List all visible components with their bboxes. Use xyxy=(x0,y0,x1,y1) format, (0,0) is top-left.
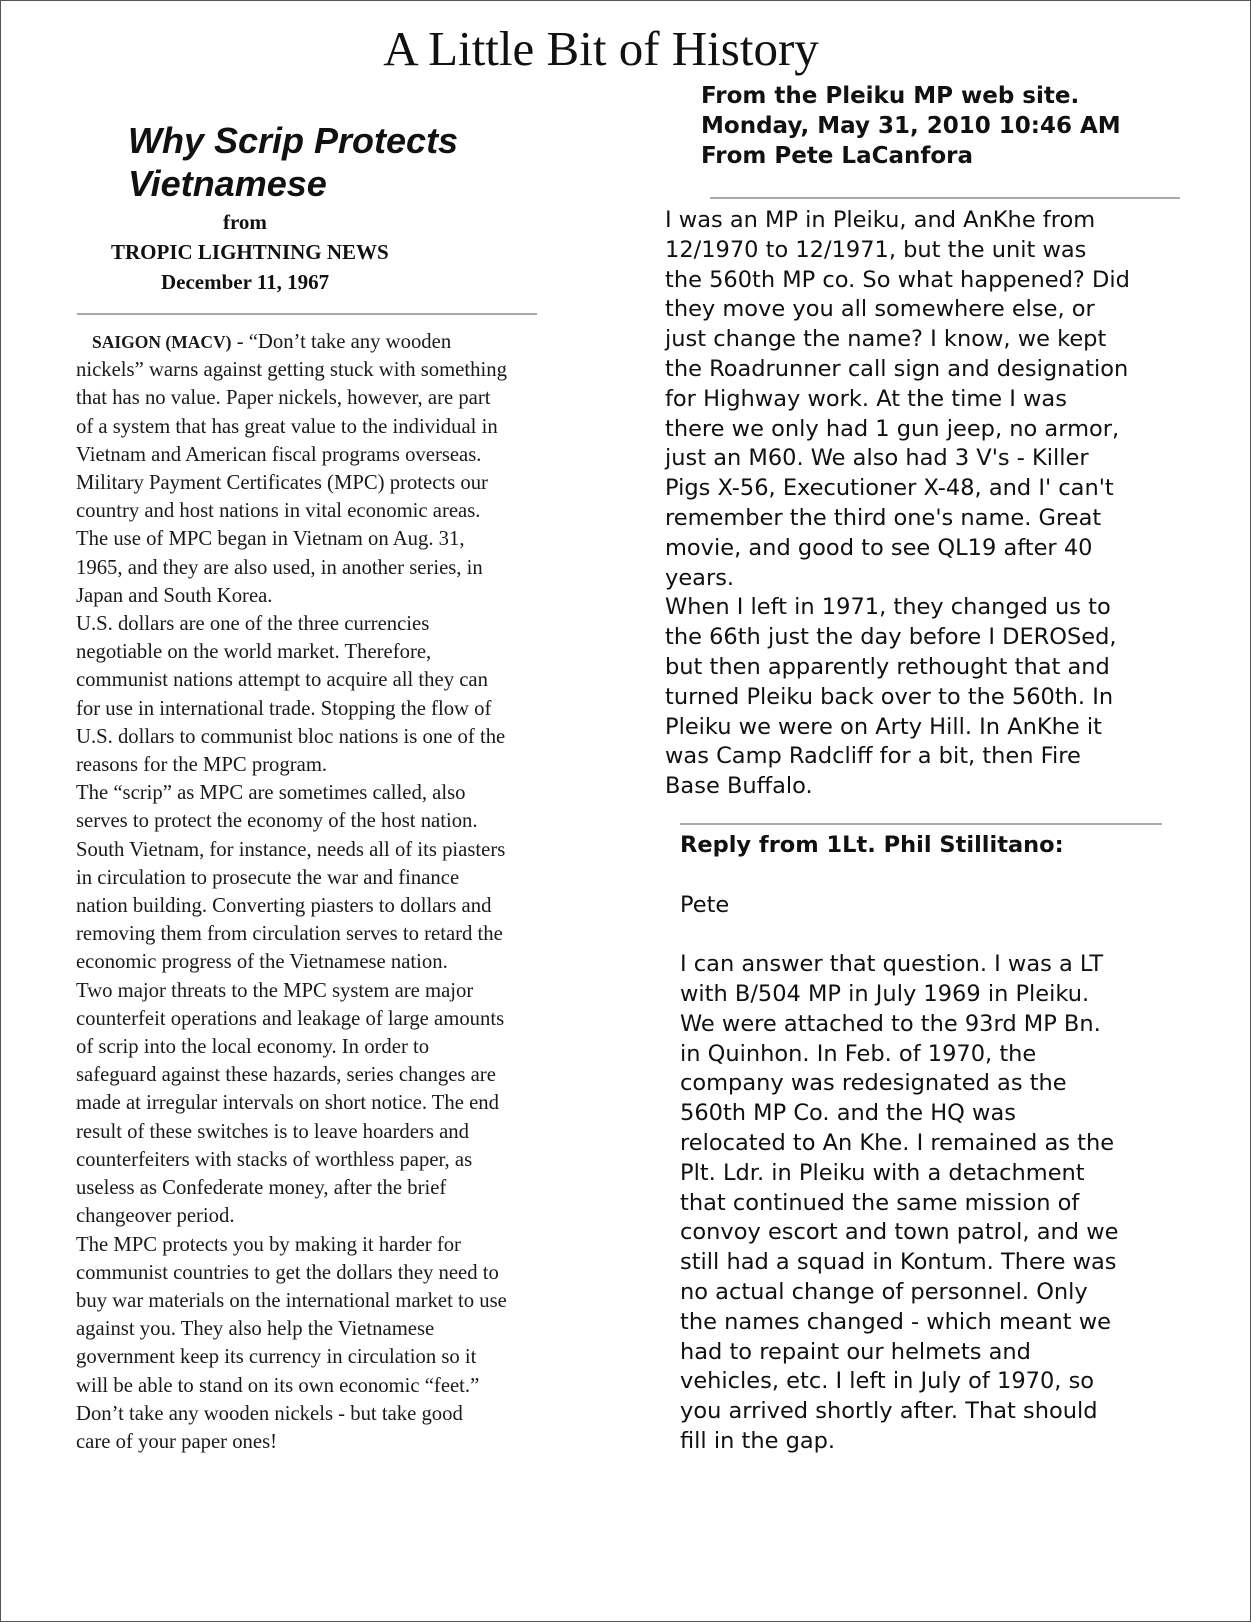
article-line: Military Payment Certificates (MPC) protects our xyxy=(76,472,488,495)
letter-line: Pigs X-56, Executioner X-48, and I' can't xyxy=(665,475,1114,502)
article-line: nickels” warns against getting stuck with something xyxy=(76,359,507,382)
article-line: buy war materials on the international market to use xyxy=(76,1289,507,1312)
article-line: nation building. Converting piasters to dollars and xyxy=(76,895,492,918)
article-line: negotiable on the world market. Therefore, xyxy=(76,641,432,664)
letter-line: just an M60. We also had 3 V's - Killer xyxy=(665,445,1089,472)
article-line: communist countries to get the dollars they need to xyxy=(76,1261,499,1284)
reply-line: with B/504 MP in July 1969 in Pleiku. xyxy=(680,980,1090,1007)
article-line: Japan and South Korea. xyxy=(76,584,273,607)
letter-line: remember the third one's name. Great xyxy=(665,504,1102,531)
spacer xyxy=(680,920,1118,950)
letter-line: the 66th just the day before I DEROSed, xyxy=(665,624,1117,651)
article-line: against you. They also help the Vietnamese xyxy=(76,1318,435,1341)
reply-line: 560th MP Co. and the HQ was xyxy=(680,1100,1016,1127)
source-info xyxy=(701,81,1121,171)
reply-line: fill in the gap. xyxy=(680,1427,836,1454)
article-line xyxy=(76,328,507,356)
article-line: of scrip into the local economy. In order to xyxy=(76,1036,430,1059)
reply-line: vehicles, etc. I left in July of 1970, so xyxy=(680,1368,1095,1395)
article-line: U.S. dollars to communist bloc nations is one of the xyxy=(76,725,506,748)
letter-line: When I left in 1971, they changed us to xyxy=(665,594,1111,621)
article-line: care of your paper ones! xyxy=(76,1430,278,1453)
reply-line: still had a squad in Kontum. There was xyxy=(680,1249,1117,1276)
byline-publication: TROPIC LIGHTNING NEWS xyxy=(111,240,389,264)
article-line: counterfeiters with stacks of worthless paper, as xyxy=(76,1148,473,1171)
article-dateline: SAIGON (MACV) xyxy=(92,332,232,352)
letter-line: Pleiku we were on Arty Hill. In AnKhe it xyxy=(665,713,1102,740)
article-line: The MPC protects you by making it harder for xyxy=(76,1233,461,1256)
article-line: safeguard against these hazards, series changes are xyxy=(76,1064,496,1087)
article-line: The use of MPC began in Vietnam on Aug. 31, xyxy=(76,528,465,551)
reply-line: had to repaint our helmets and xyxy=(680,1338,1031,1365)
reply-line: you arrived shortly after. That should xyxy=(680,1398,1098,1425)
article-line: counterfeit operations and leakage of large amounts xyxy=(76,1007,505,1030)
article-line: Don’t take any wooden nickels - but take good xyxy=(76,1402,463,1425)
reply-heading: Reply from 1Lt. Phil Stillitano: xyxy=(680,832,1064,858)
article-byline xyxy=(111,207,389,297)
article-line: government keep its currency in circulation so it xyxy=(76,1346,477,1369)
divider-reply xyxy=(680,823,1162,825)
letter-line: the Roadrunner call sign and designation xyxy=(665,355,1129,382)
letter-line: years. xyxy=(665,564,735,591)
letter-line: I was an MP in Pleiku, and AnKhe from xyxy=(665,207,1096,233)
letter-line: was Camp Radcliff for a bit, then Fire xyxy=(665,743,1081,770)
letter-line: they move you all somewhere else, or xyxy=(665,296,1095,323)
reply-line: company was redesignated as the xyxy=(680,1070,1067,1097)
source-site: From the Pleiku MP web site. xyxy=(701,83,1080,109)
letter-line: but then apparently rethought that and xyxy=(665,653,1110,680)
reply-line: the names changed - which meant we xyxy=(680,1308,1111,1335)
letter-line: movie, and good to see QL19 after 40 xyxy=(665,534,1093,561)
headline-line: Why Scrip Protects xyxy=(128,120,459,161)
reply-section xyxy=(680,831,1118,1457)
byline-from: from xyxy=(223,210,267,234)
page-title: A Little Bit of History xyxy=(383,21,819,76)
article-line: changeover period. xyxy=(76,1205,235,1228)
article-line: communist nations attempt to acquire all they can xyxy=(76,669,488,692)
reply-line: We were attached to the 93rd MP Bn. xyxy=(680,1010,1101,1037)
reply-salutation: Pete xyxy=(680,891,730,918)
article-line: reasons for the MPC program. xyxy=(76,754,328,777)
article-text: - “Don’t take any wooden xyxy=(231,331,452,353)
article-line: will be able to stand on its own economic “feet.” xyxy=(76,1374,480,1397)
article-line: economic progress of the Vietnamese nation. xyxy=(76,951,448,974)
divider-left xyxy=(77,313,537,315)
reply-body xyxy=(680,950,1118,1457)
article-line: of a system that has great value to the individual in xyxy=(76,415,498,438)
article-line: South Vietnam, for instance, needs all of its piasters xyxy=(76,838,506,861)
letter-line: for Highway work. At the time I was xyxy=(665,385,1067,412)
article-line: result of these switches is to leave hoarders and xyxy=(76,1120,469,1143)
letter-line: Base Buffalo. xyxy=(665,773,813,800)
article-body xyxy=(76,328,507,1456)
article-line: in circulation to prosecute the war and finance xyxy=(76,866,460,889)
reply-line: relocated to An Khe. I remained as the xyxy=(680,1129,1115,1156)
article-line: useless as Confederate money, after the brief xyxy=(76,1177,447,1200)
article-headline xyxy=(128,119,458,205)
article-line: The “scrip” as MPC are sometimes called, also xyxy=(76,782,466,805)
reply-line: convoy escort and town patrol, and we xyxy=(680,1219,1119,1246)
letter-body xyxy=(665,206,1130,802)
letter-line: the 560th MP co. So what happened? Did xyxy=(665,266,1130,293)
reply-line: in Quinhon. In Feb. of 1970, the xyxy=(680,1040,1037,1067)
reply-line: that continued the same mission of xyxy=(680,1189,1080,1216)
article-line: made at irregular intervals on short notice. The end xyxy=(76,1092,499,1115)
article-line: country and host nations in vital economic areas. xyxy=(76,500,481,523)
byline-date: December 11, 1967 xyxy=(161,270,330,294)
letter-line: 12/1970 to 12/1971, but the unit was xyxy=(665,236,1087,263)
source-date: Monday, May 31, 2010 10:46 AM xyxy=(701,113,1121,139)
divider-right-top xyxy=(710,197,1180,199)
article-line: Vietnam and American fiscal programs overseas. xyxy=(76,443,482,466)
article-line: U.S. dollars are one of the three currencies xyxy=(76,613,430,636)
spacer xyxy=(680,861,1118,891)
reply-line: I can answer that question. I was a LT xyxy=(680,951,1104,978)
headline-line: Vietnamese xyxy=(128,163,327,204)
article-line: Two major threats to the MPC system are major xyxy=(76,979,474,1002)
article-line: that has no value. Paper nickels, however, are part xyxy=(76,387,491,410)
letter-line: turned Pleiku back over to the 560th. In xyxy=(665,683,1114,710)
letter-line: just change the name? I know, we kept xyxy=(665,326,1107,353)
letter-line: there we only had 1 gun jeep, no armor, xyxy=(665,415,1120,442)
article-line: removing them from circulation serves to retard the xyxy=(76,923,503,946)
reply-line: no actual change of personnel. Only xyxy=(680,1278,1088,1305)
article-line: serves to protect the economy of the host nation. xyxy=(76,810,478,833)
article-line: for use in international trade. Stopping the flow of xyxy=(76,697,492,720)
reply-line: Plt. Ldr. in Pleiku with a detachment xyxy=(680,1159,1085,1186)
source-author: From Pete LaCanfora xyxy=(701,143,974,169)
article-line: 1965, and they are also used, in another series, in xyxy=(76,556,483,579)
